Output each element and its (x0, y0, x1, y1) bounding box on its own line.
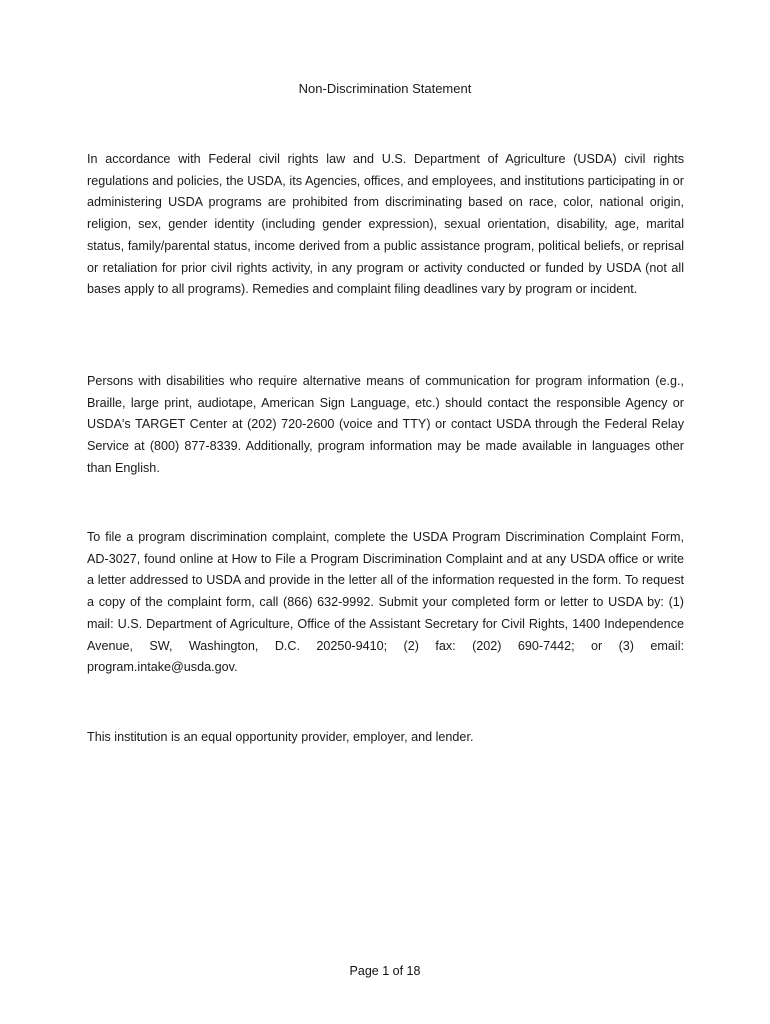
paragraph-civil-rights: In accordance with Federal civil rights law and U.S. Department of Agriculture (USDA) civil rights regulations and policies, the USDA, its Agencies, offices, and employees, and institutions participating in or administering USDA programs are prohibited from discriminating based on race, color, national origin, religion, sex, gender identity (including gender expression), sexual orientation, disability, age, marital status, family/parental status, income derived from a public assistance program, political beliefs, or reprisal or retaliation for prior civil rights activity, in any program or activity conducted or funded by USDA (not all bases apply to all programs). Remedies and complaint filing deadlines vary by program or incident. (87, 152, 684, 297)
page-number: Page 1 of 18 (349, 964, 421, 978)
document-title: Non-Discrimination Statement (298, 81, 472, 96)
paragraph-disabilities: Persons with disabilities who require alternative means of communication for program information (e.g., Braille, large print, audiotape, American Sign Language, etc.) should contact the responsible Agency or USDA's TARGET Center at (202) 720-2600 (voice and TTY) or contact USDA through the Federal Relay Service at (800) 877-8339. Additionally, program information may be made available in languages other than English. (87, 374, 684, 475)
paragraph-complaint-filing: To file a program discrimination complaint, complete the USDA Program Discrimination Complaint Form, AD-3027, found online at How to File a Program Discrimination Complaint and at any USDA office or write a letter addressed to USDA and provide in the letter all of the information requested in the form. To request a copy of the complaint form, call (866) 632-9992. Submit your completed form or letter to USDA by: (1) mail: U.S. Department of Agriculture, Office of the Assistant Secretary for Civil Rights, 1400 Independence Avenue, SW, Washington, D.C. 20250-9410; (2) fax: (202) 690-7442; or (3) email: program.intake@usda.gov. (87, 530, 684, 675)
paragraph-equal-opportunity: This institution is an equal opportunity provider, employer, and lender. (87, 730, 474, 744)
